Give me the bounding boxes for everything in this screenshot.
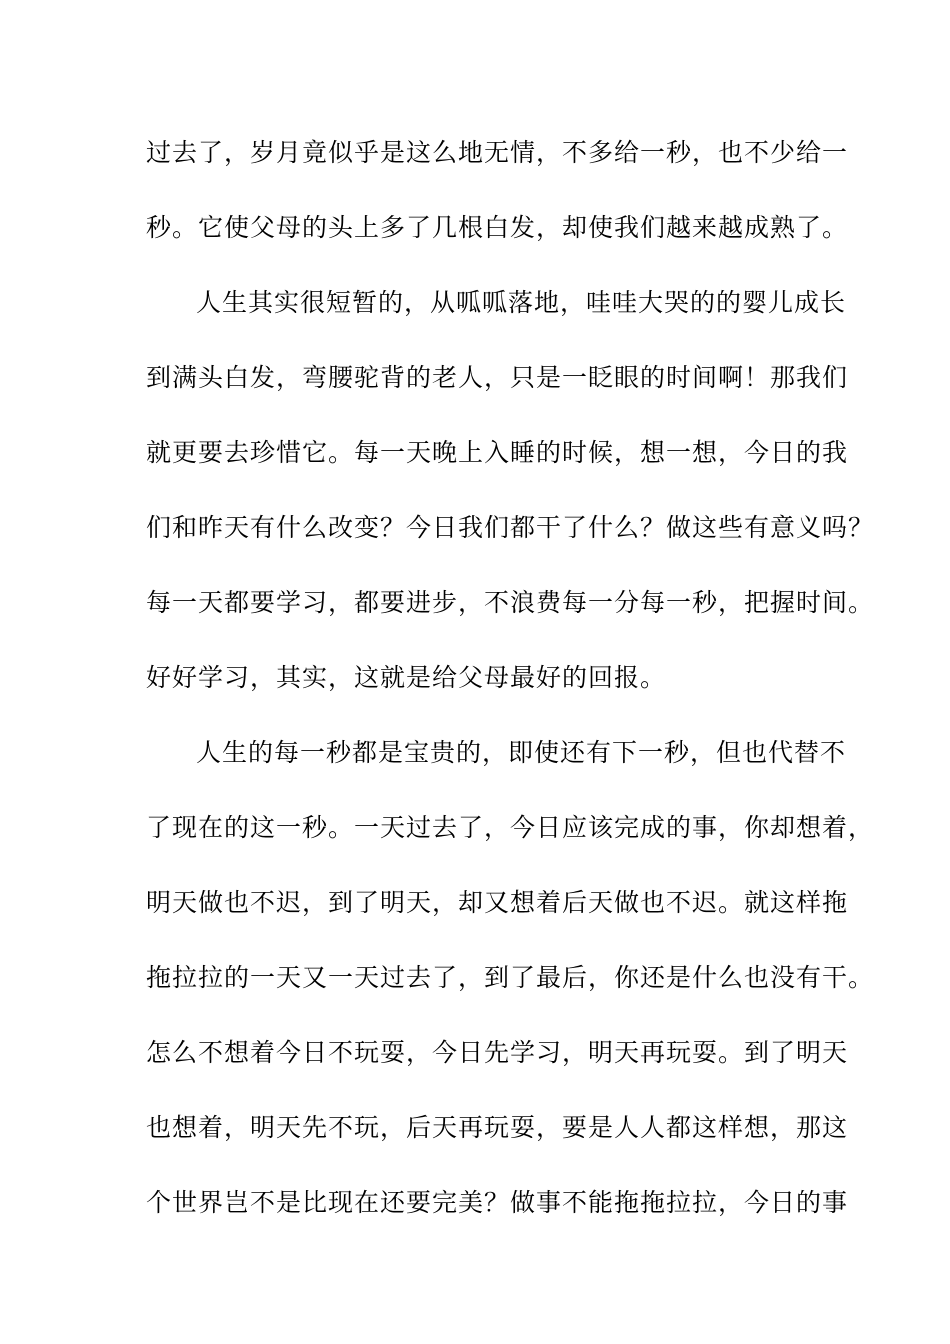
text-line: 们和昨天有什么改变？今日我们都干了什么？做这些有意义吗？ — [146, 513, 875, 542]
body-text — [146, 130, 875, 1255]
text-line: 个世界岂不是比现在还要完美？做事不能拖拖拉拉，今日的事 — [146, 1188, 849, 1217]
text-line: 好好学习，其实，这就是给父母最好的回报。 — [146, 663, 667, 692]
paragraph-start-line: 人生其实很短暂的，从呱呱落地，哇哇大哭的的婴儿成长 — [196, 288, 847, 317]
text-line: 秒。它使父母的头上多了几根白发，却使我们越来越成熟了。 — [146, 213, 849, 242]
text-line: 了现在的这一秒。一天过去了，今日应该完成的事，你却想着， — [146, 813, 875, 842]
text-line: 每一天都要学习，都要进步，不浪费每一分每一秒，把握时间。 — [146, 588, 875, 617]
text-line: 也想着，明天先不玩，后天再玩耍，要是人人都这样想，那这 — [146, 1113, 849, 1142]
text-line: 明天做也不迟，到了明天，却又想着后天做也不迟。就这样拖 — [146, 888, 849, 917]
paragraph-start-line: 人生的每一秒都是宝贵的，即使还有下一秒，但也代替不 — [196, 738, 847, 767]
text-line: 到满头白发，弯腰驼背的老人，只是一眨眼的时间啊！那我们 — [146, 363, 849, 392]
text-line: 拖拉拉的一天又一天过去了，到了最后，你还是什么也没有干。 — [146, 963, 875, 992]
text-line: 怎么不想着今日不玩耍，今日先学习，明天再玩耍。到了明天 — [146, 1038, 849, 1067]
text-line: 就更要去珍惜它。每一天晚上入睡的时候，想一想，今日的我 — [146, 438, 849, 467]
text-line: 过去了，岁月竟似乎是这么地无情，不多给一秒，也不少给一 — [146, 138, 849, 167]
